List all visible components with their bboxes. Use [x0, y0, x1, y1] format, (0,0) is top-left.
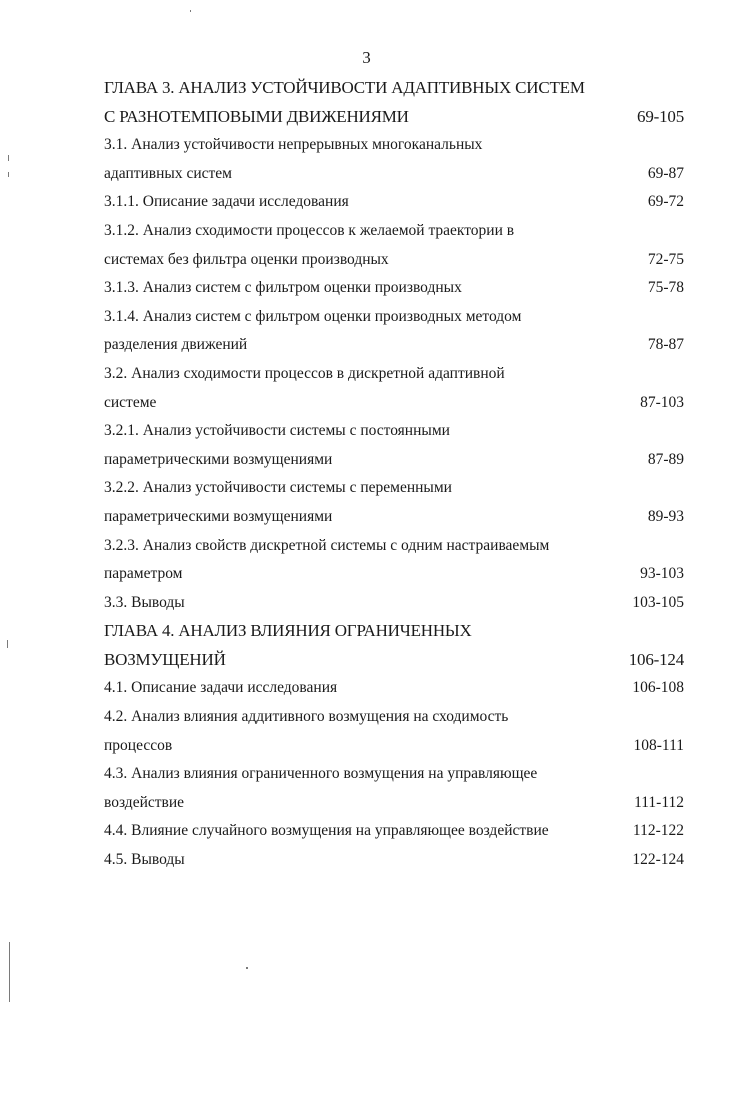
toc-chapter-entry	[104, 74, 684, 131]
toc-entry-title-line: 3.1.3. Анализ систем с фильтром оценки производных	[104, 279, 462, 297]
toc-entry-pages: 69-87	[647, 164, 684, 182]
toc-section-entry	[104, 131, 684, 188]
toc-entry-title-line: ГЛАВА 4. АНАЛИЗ ВЛИЯНИЯ ОГРАНИЧЕННЫХ	[104, 621, 472, 641]
toc-entry-title-line: разделения движений	[104, 336, 248, 354]
toc-entry-pages: 103-105	[632, 593, 684, 611]
toc-entry-title-line: 4.4. Влияние случайного возмущения на управляющее воздействие	[104, 822, 549, 840]
toc-entry-title-line: 3.1. Анализ устойчивости непрерывных многоканальных	[104, 136, 483, 154]
scan-mark	[9, 942, 10, 1002]
toc-entry-pages: 75-78	[647, 279, 684, 297]
toc-entry-pages: 122-124	[632, 851, 684, 869]
scan-mark	[8, 155, 9, 161]
toc-entry-title-line: 4.1. Описание задачи исследования	[104, 679, 338, 697]
toc-entry-pages: 69-72	[647, 193, 684, 211]
toc-entry-title-line: воздействие	[104, 793, 185, 811]
toc-entry-pages: 78-87	[647, 336, 684, 354]
toc-entry-title-line: 3.1.4. Анализ систем с фильтром оценки производных методом	[104, 307, 522, 325]
toc-entry-pages: 111-112	[634, 793, 684, 811]
toc-section-entry	[104, 303, 684, 360]
toc-entry-title-line: 4.2. Анализ влияния аддитивного возмущения на сходимость	[104, 708, 509, 726]
toc-entry-pages: 72-75	[647, 250, 684, 268]
toc-entry-pages: 87-89	[647, 450, 684, 468]
toc-entry-pages: 69-105	[637, 106, 684, 126]
toc-entry-title-line: системе	[104, 393, 157, 411]
toc-section-entry	[104, 474, 684, 531]
toc-entry-title-line: параметрическими возмущениями	[104, 507, 333, 525]
toc-entry-pages: 106-108	[632, 679, 684, 697]
toc-entry-title-line: ВОЗМУЩЕНИЙ	[104, 649, 226, 669]
page-number: 3	[362, 48, 371, 67]
toc-entry-pages: 87-103	[640, 393, 684, 411]
scan-mark	[7, 640, 8, 648]
toc-entry-title-line: процессов	[104, 736, 173, 754]
toc-entry-title-line: 3.1.1. Описание задачи исследования	[104, 193, 349, 211]
toc-section-entry	[104, 760, 684, 817]
toc-entry-pages: 108-111	[633, 736, 684, 754]
toc-entry-pages: 106-124	[628, 649, 684, 669]
toc-entry-title-line: адаптивных систем	[104, 164, 232, 182]
scan-mark	[8, 172, 9, 177]
toc-entry-title-line: С РАЗНОТЕМПОВЫМИ ДВИЖЕНИЯМИ	[104, 106, 409, 126]
toc-section-entry	[104, 217, 684, 274]
scan-mark	[246, 967, 248, 969]
toc-entry-title-line: системах без фильтра оценки производных	[104, 250, 389, 268]
toc-entry-title-line: 4.5. Выводы	[104, 851, 185, 869]
toc-section-entry	[104, 589, 684, 618]
toc-chapter-entry	[104, 617, 684, 674]
toc-entry-title-line: 3.2. Анализ сходимости процессов в дискретной адаптивной	[104, 364, 505, 382]
toc-section-entry	[104, 417, 684, 474]
toc-entry-title-line: параметром	[104, 565, 183, 583]
toc-entry-title-line: 3.3. Выводы	[104, 593, 185, 611]
toc-entry-pages: 112-122	[632, 822, 684, 840]
toc-entry-pages: 89-93	[647, 507, 684, 525]
toc-entry-title-line: 4.3. Анализ влияния ограниченного возмущения на управляющее	[104, 765, 538, 783]
toc-section-entry	[104, 674, 684, 703]
toc-section-entry	[104, 532, 684, 589]
toc-section-entry	[104, 188, 684, 217]
toc-section-entry	[104, 817, 684, 846]
toc-entry-title-line: ГЛАВА 3. АНАЛИЗ УСТОЙЧИВОСТИ АДАПТИВНЫХ СИСТЕМ	[104, 78, 585, 97]
toc-entry-title-line: 3.2.1. Анализ устойчивости системы с постоянными	[104, 422, 450, 440]
toc-section-entry	[104, 846, 684, 875]
toc-entry-pages: 93-103	[640, 565, 684, 583]
toc-entry-title-line: 3.2.2. Анализ устойчивости системы с переменными	[104, 479, 452, 497]
toc-section-entry	[104, 703, 684, 760]
toc-entry-title-line: 3.1.2. Анализ сходимости процессов к желаемой траектории в	[104, 221, 515, 239]
toc-entry-title-line: 3.2.3. Анализ свойств дискретной системы с одним настраиваемым	[104, 536, 550, 554]
table-of-contents	[104, 74, 684, 875]
toc-entry-title-line: параметрическими возмущениями	[104, 450, 333, 468]
toc-section-entry	[104, 274, 684, 303]
scan-mark	[190, 10, 191, 12]
toc-section-entry	[104, 360, 684, 417]
